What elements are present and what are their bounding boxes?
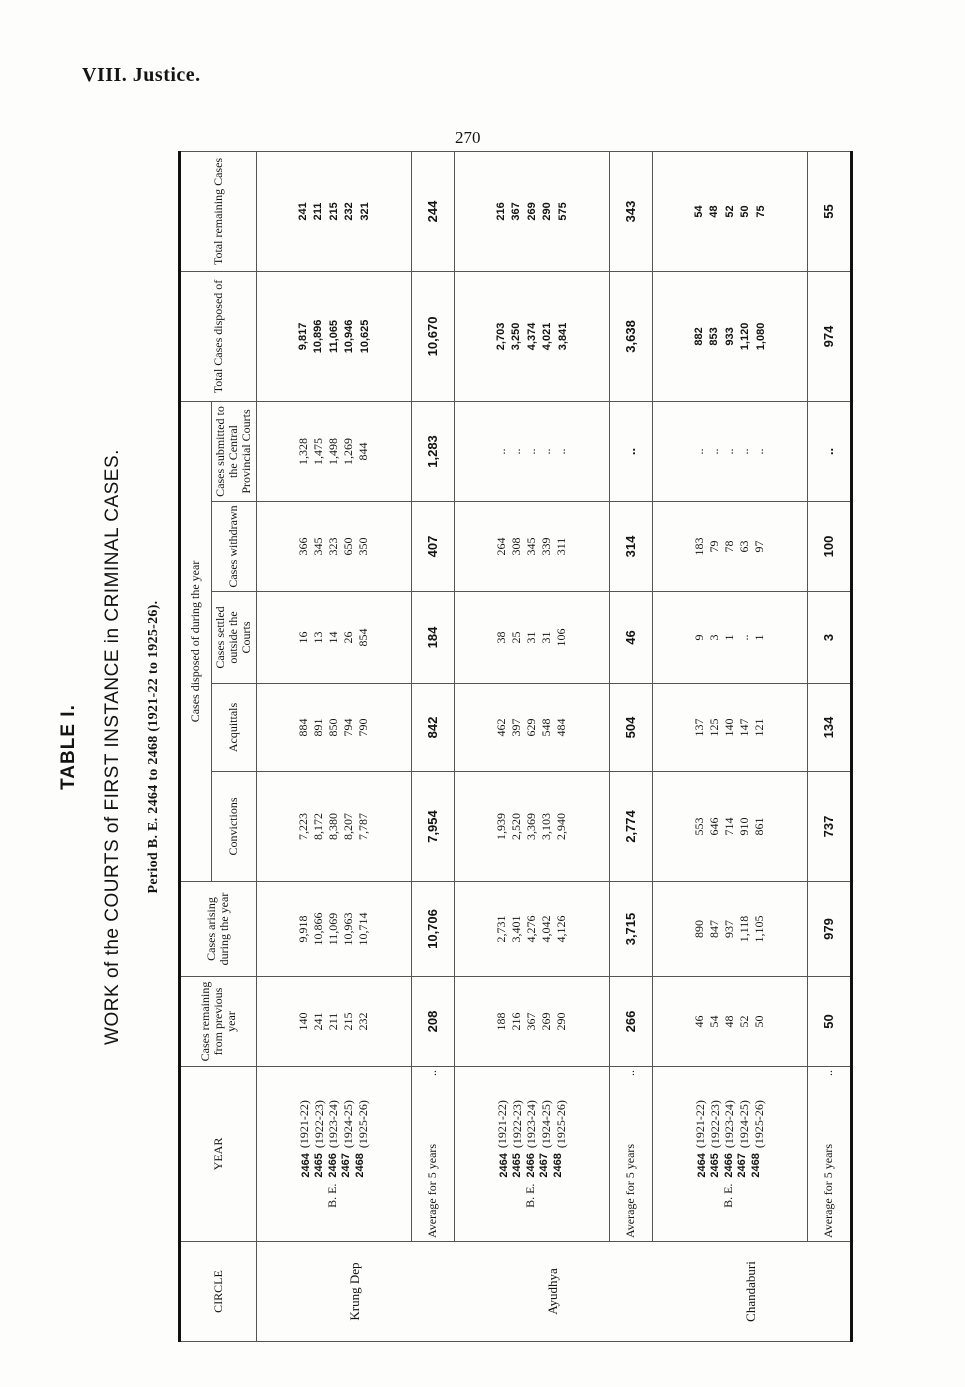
values-withdrawn: 366 345 323 650 350: [296, 537, 371, 556]
circle-name: Chandaburi: [652, 1242, 851, 1342]
cell-arising: [256, 882, 411, 977]
values-arising: 2,731 3,401 4,276 4,042 4,126: [494, 915, 569, 943]
cell-settled: [256, 592, 411, 684]
table-row: [256, 151, 411, 1341]
average-total-remaining: 55: [807, 151, 851, 271]
header-withdrawn: Cases withdrawn: [212, 502, 257, 592]
average-row: [609, 151, 652, 1341]
cell-arising: [454, 882, 609, 977]
cell-withdrawn: [652, 502, 807, 592]
average-year: ..: [821, 1070, 836, 1076]
cell-submitted: [454, 401, 609, 501]
average-withdrawn: 314: [609, 502, 652, 592]
average-label-cell: [807, 1067, 851, 1242]
average-total-disposed: 10,670: [411, 271, 454, 401]
cell-total-disposed: [454, 271, 609, 401]
average-convictions: 7,954: [411, 772, 454, 882]
cell-arising: [652, 882, 807, 977]
average-label: Average for 5 years: [623, 1143, 638, 1238]
average-label-cell: [609, 1067, 652, 1242]
values-total-remaining: 54 48 52 50 75: [693, 205, 767, 218]
header-year: YEAR: [180, 1067, 257, 1242]
values-withdrawn: 183 79 78 63 97: [692, 537, 767, 556]
values-acquittals: 137 125 140 147 121: [692, 718, 767, 737]
average-convictions: 737: [807, 772, 851, 882]
table-row: [652, 151, 807, 1341]
cell-withdrawn: [256, 502, 411, 592]
values-arising: 890 847 937 1,118 1,105: [692, 915, 767, 943]
cell-submitted: [256, 401, 411, 501]
year-cell: [652, 1067, 807, 1242]
cell-convictions: [652, 772, 807, 882]
values-remaining-prev: 46 54 48 52 50: [692, 1015, 767, 1028]
values-withdrawn: 264 308 345 339 311: [494, 537, 569, 556]
values-convictions: 553 646 714 910 861: [692, 817, 767, 836]
values-convictions: 7,223 8,172 8,380 8,207 7,787: [296, 813, 371, 840]
cell-acquittals: [652, 684, 807, 772]
table-period: Period B. E. 2464 to 2468 (1921-22 to 1925-26).: [146, 600, 161, 894]
years-be: 2464 2465 2466 2467 2468: [498, 1153, 564, 1178]
average-year: ..: [425, 1070, 440, 1076]
cell-acquittals: [256, 684, 411, 772]
average-label-cell: [411, 1067, 454, 1242]
values-acquittals: 462 397 629 548 484: [494, 718, 569, 737]
circle-name: Ayudhya: [454, 1242, 652, 1342]
table-row: [454, 151, 609, 1341]
header-submitted: Cases submitted to the Central Provincial Courts: [212, 401, 257, 501]
average-withdrawn: 407: [411, 502, 454, 592]
header-total-disposed: Total Cases disposed of: [180, 271, 257, 401]
section-heading: VIII. Justice.: [82, 64, 201, 86]
year-prefix: B. E.: [523, 1183, 538, 1208]
circle-name: Krung Dep: [256, 1242, 454, 1342]
average-acquittals: 134: [807, 684, 851, 772]
years-ad: (1921-22) (1922-23) (1923-24) (1924-25) (1925-26): [297, 1100, 370, 1149]
average-remaining-prev: 208: [411, 977, 454, 1067]
years-be: 2464 2465 2466 2467 2468: [696, 1153, 762, 1178]
values-total-disposed: 882 853 933 1,120 1,080: [693, 322, 767, 351]
cell-total-remaining: [652, 151, 807, 271]
cell-acquittals: [454, 684, 609, 772]
values-remaining-prev: 188 216 367 269 290: [494, 1012, 569, 1031]
average-settled: 184: [411, 592, 454, 684]
header-convictions: Convictions: [212, 772, 257, 882]
cell-total-remaining: [256, 151, 411, 271]
values-total-remaining: 216 367 269 290 575: [495, 202, 569, 221]
values-convictions: 1,939 2,520 3,369 3,103 2,940: [494, 813, 569, 840]
year-prefix: B. E.: [721, 1183, 736, 1208]
average-remaining-prev: 50: [807, 977, 851, 1067]
cell-settled: [454, 592, 609, 684]
average-total-disposed: 3,638: [609, 271, 652, 401]
header-acquittals: Acquittals: [212, 684, 257, 772]
average-year: ..: [623, 1070, 638, 1076]
cell-remaining-prev: [256, 977, 411, 1067]
average-total-remaining: 343: [609, 151, 652, 271]
cell-remaining-prev: [454, 977, 609, 1067]
year-cell: [256, 1067, 411, 1242]
average-submitted: ..: [609, 401, 652, 501]
cell-withdrawn: [454, 502, 609, 592]
average-row: [807, 151, 851, 1341]
average-arising: 10,706: [411, 882, 454, 977]
header-total-remaining: Total remaining Cases: [180, 151, 257, 271]
table-title: WORK of the COURTS of FIRST INSTANCE in CRIMINAL CASES.: [102, 449, 123, 1045]
header-disposed-group: Cases disposed of during the year: [180, 401, 212, 881]
cell-total-remaining: [454, 151, 609, 271]
average-total-remaining: 244: [411, 151, 454, 271]
average-acquittals: 842: [411, 684, 454, 772]
average-withdrawn: 100: [807, 502, 851, 592]
average-total-disposed: 974: [807, 271, 851, 401]
average-arising: 979: [807, 882, 851, 977]
average-convictions: 2,774: [609, 772, 652, 882]
header-remaining-prev: Cases remaining from previous year: [180, 977, 257, 1067]
table-body: [256, 151, 851, 1341]
values-settled: 16 13 14 26 854: [296, 628, 371, 647]
table-number: TABLE I.: [58, 704, 79, 790]
cell-settled: [652, 592, 807, 684]
cell-remaining-prev: [652, 977, 807, 1067]
years-be: 2464 2465 2466 2467 2468: [300, 1153, 366, 1178]
header-arising: Cases arising during the year: [180, 882, 257, 977]
average-arising: 3,715: [609, 882, 652, 977]
page-number: 270: [455, 128, 481, 147]
values-submitted: .. .. .. .. ..: [692, 448, 767, 455]
average-acquittals: 504: [609, 684, 652, 772]
values-total-remaining: 241 211 215 232 321: [297, 202, 371, 221]
years-ad: (1921-22) (1922-23) (1923-24) (1924-25) (1925-26): [693, 1100, 766, 1149]
average-remaining-prev: 266: [609, 977, 652, 1067]
values-arising: 9,918 10,866 11,069 10,963 10,714: [296, 912, 371, 946]
average-submitted: ..: [807, 401, 851, 501]
values-settled: 38 25 31 31 106: [494, 628, 569, 647]
header-settled: Cases settled outside the Courts: [212, 592, 257, 684]
average-label: Average for 5 years: [425, 1143, 440, 1238]
average-row: [411, 151, 454, 1341]
average-settled: 46: [609, 592, 652, 684]
average-settled: 3: [807, 592, 851, 684]
values-remaining-prev: 140 241 211 215 232: [296, 1012, 371, 1031]
cell-submitted: [652, 401, 807, 501]
rotated-table-area: [58, 132, 958, 1362]
values-submitted: .. .. .. .. ..: [494, 448, 569, 455]
year-cell: [454, 1067, 609, 1242]
values-total-disposed: 2,703 3,250 4,374 4,021 3,841: [495, 322, 569, 351]
cell-total-disposed: [256, 271, 411, 401]
values-submitted: 1,328 1,475 1,498 1,269 844: [296, 437, 371, 465]
cell-total-disposed: [652, 271, 807, 401]
year-prefix: B. E.: [325, 1183, 340, 1208]
average-label: Average for 5 years: [821, 1143, 836, 1238]
criminal-cases-table: [178, 151, 853, 1342]
values-total-disposed: 9,817 10,896 11,065 10,946 10,625: [297, 319, 371, 354]
header-circle: CIRCLE: [180, 1242, 257, 1342]
years-ad: (1921-22) (1922-23) (1923-24) (1924-25) (1925-26): [495, 1100, 568, 1149]
cell-convictions: [256, 772, 411, 882]
average-submitted: 1,283: [411, 401, 454, 501]
values-settled: 9 3 1 .. 1: [692, 634, 767, 641]
values-acquittals: 884 891 850 794 790: [296, 718, 371, 737]
cell-convictions: [454, 772, 609, 882]
